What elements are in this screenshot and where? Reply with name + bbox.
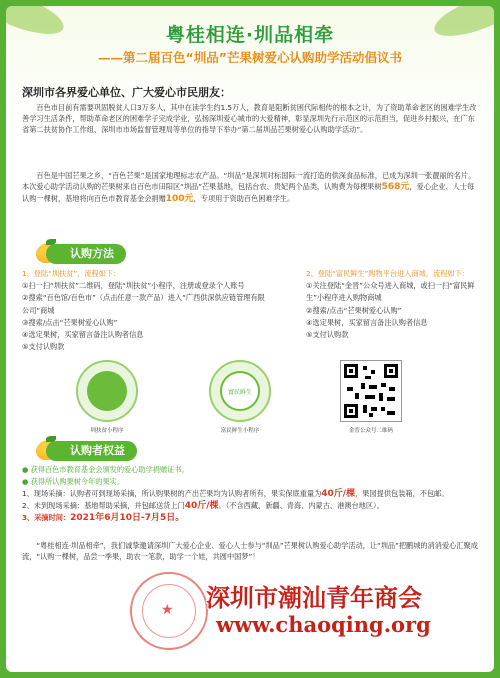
step-item: ①关注登陆“金晋”公众号进入商城，或扫一扫“富民鲜生”小程序进入购物商城 — [306, 281, 475, 303]
weight-highlight: 40斤/棵 — [184, 501, 219, 511]
step-item: ⑤支付认购款 — [306, 330, 349, 340]
zfp-qrcode[interactable] — [76, 360, 138, 422]
rights-item — [22, 500, 478, 512]
rights-text: 获得百色市教育基金会颁发的爱心助学捐赠证书。 — [30, 465, 189, 474]
rights-item — [22, 476, 478, 488]
watermark-org: 深圳市潮汕青年商会 — [206, 583, 422, 612]
mini-program-code-icon — [87, 371, 127, 411]
fmxs-logo-icon — [220, 371, 260, 411]
price-highlight: 568元 — [381, 182, 410, 192]
mango-paragraph-text: ，爱心企业、人士每认购一棵树，基地将向百色市教育基金会捐赠 — [22, 182, 475, 203]
step-item: ⑤支付认购款 — [22, 342, 65, 352]
step-item: ④选定果树，买家留言备注认购者信息 — [22, 330, 144, 340]
method-left-column — [22, 268, 268, 353]
qr-caption: 圳扶贫小程序 — [90, 428, 124, 434]
rights-item — [22, 488, 478, 500]
greeting: 深圳市各界爱心单位、广大爱心市民朋友： — [22, 86, 231, 99]
method-right-heading: 2、登陆“富民鲜生”购物平台进入商城，流程如下： — [306, 269, 469, 278]
rights-text: ，果园提供包装箱，不包邮。 — [355, 489, 449, 498]
step-item: ②搜索“百色馆/百色市”（点击任意一款产品）进入“广西供深供应链管理有限公司”商城 — [22, 293, 265, 315]
qr-caption: 金晋公众号二维码 — [348, 428, 393, 434]
mango-paragraph — [22, 170, 478, 205]
step-item: ③搜索/点击“芒果树爱心认购” — [22, 317, 118, 327]
rights-item — [22, 464, 478, 476]
rights-text: 。（不含西藏、新疆、青海、内蒙古、港澳台地区）。 — [218, 501, 384, 510]
watermark-url: www.chaoqing.org — [216, 612, 431, 637]
poster-subtitle: ——第二届百色“圳品”芒果树爱心认购助学活动倡议书 — [98, 50, 402, 65]
mango-paragraph-text: 百色是中国芒果之乡，“百色芒果”是国家地理标志农产品。“圳品”是深圳对标国际一流打造的供深食品标准，已成为深圳一张靓丽的名片。本次爱心助学活动认购的芒果树来自百色市田阳区“圳品”芒果基地，包括台农、贵妃两个品类，认购费为每棵果树 — [22, 171, 476, 191]
harvest-date: 2021年6月10日-7月5日。 — [70, 513, 185, 523]
step-item: ①扫一扫“圳扶贫”二维码，登陆“圳扶贫”小程序，注册或登录个人账号 — [22, 281, 245, 291]
mango-paragraph-text: ，专项用于资助百色困难学生。 — [193, 194, 295, 203]
fmxs-brand: 富民鲜生 — [227, 388, 252, 396]
donation-highlight: 100元 — [165, 194, 194, 204]
intro-paragraph: 百色市目前有需要巩固脱贫人口3万多人，其中在读学生约1.5万人，教育是阻断贫困代际相传的根本之计，为了资助革命老区的困难学生改善学习生活条件，帮助革命老区的困难学子完成学业，弘扬深圳爱心城市的大爱精神，彰显深圳先行示范区的示范担当，促进乡村振兴，在广东省第二扶贫协作工作组、深圳市市场监督管理局等单位的指导下举办“第二届圳品芒果树爱心认购助学活动”。 — [22, 103, 477, 134]
official-seal — [130, 572, 208, 650]
step-item: ④选定果树，买家留言备注认购者信息 — [306, 317, 428, 327]
closing-paragraph: “粤桂相连·圳品相牵”，我们诚挚邀请深圳广大爱心企业、爱心人士参与“圳品”芒果树认购爱心助学活动，让“圳品”把鹏城的消消爱心汇聚成流，“认购一棵树，品尝一季果，助农一笔款，助学一个娃，共圆中国梦”！ — [22, 541, 478, 561]
section-purchase-method: 认购方法 — [46, 244, 126, 264]
weight-highlight: 40斤/棵 — [321, 489, 356, 499]
jinjin-qrcode[interactable] — [340, 360, 402, 422]
bullet-icon: ● — [22, 477, 31, 486]
star-icon: ★ — [161, 602, 174, 618]
rights-text: 获得所认购果树今年的果实。 — [30, 477, 125, 486]
poster-title: 粤桂相连·圳品相牵 — [165, 24, 335, 46]
rights-text: 1、现场采摘：认购者可到现场采摘，所认购果树的产出芒果均为认购者所有，果实保底重量为 — [22, 489, 322, 498]
poster-frame — [6, 6, 494, 672]
bullet-icon: ● — [22, 465, 31, 474]
method-left-heading: 1、登陆“圳扶贫”，流程如下： — [22, 269, 121, 278]
qr-caption: 富民鲜生小程序 — [220, 428, 260, 434]
method-right-column — [306, 268, 486, 341]
rights-text: 3、采摘时间： — [22, 513, 71, 522]
rights-list — [22, 464, 478, 524]
rights-item — [22, 512, 478, 524]
step-item: ②搜索/点击“芒果树爱心认购” — [306, 305, 402, 315]
rights-text: 2、未到现场采摘：基地帮助采摘，并包邮送货上门 — [22, 501, 185, 510]
section-buyer-rights: 认购者权益 — [46, 441, 137, 461]
fmxs-qrcode[interactable] — [209, 360, 271, 422]
qr-pattern-icon — [341, 361, 401, 421]
